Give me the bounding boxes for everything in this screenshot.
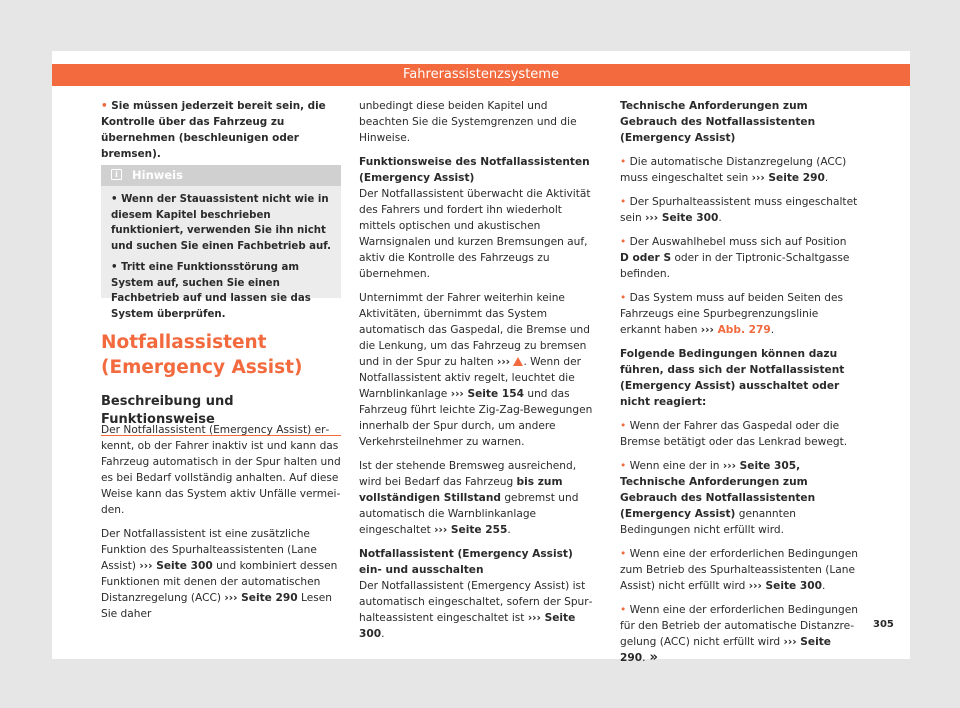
bullet-item: • Der Spurhalteassistent muss eingeschaltet sein ››› Seite 300. — [620, 196, 858, 224]
subheading: Technische Anforderungen zum Gebrauch des Notfallassistenten (Emergency Assist) — [620, 100, 816, 144]
page-header: Fahrerassistenzsysteme — [52, 64, 910, 86]
paragraph: Der Notfallassistent ist eine zusätzliche Funktion des Spurhalteassistenten (Lane Assist) ››› Seite 300 und kombiniert dessen Funktionen mit denen der automatischen Distanzregelung (ACC) ››› Seite 290 Lesen Sie daher — [101, 528, 338, 620]
page-link[interactable]: ››› Seite 290 — [620, 636, 831, 664]
bullet-icon: • — [620, 548, 627, 560]
hinweis-item: Wenn der Stauassistent nicht wie in diesem Kapitel beschrieben funktioniert, verwenden Sie ihn nicht und suchen Sie einen Fachbetrieb auf. — [111, 194, 332, 252]
hinweis-box — [101, 165, 341, 320]
hinweis-item: Tritt eine Funktionsstörung am System auf, suchen Sie einen Fachbetrieb auf und lassen sie das System überprüfen. — [111, 262, 311, 320]
page-link[interactable]: ››› Seite 300 — [748, 580, 823, 592]
warning-text — [101, 98, 341, 162]
bullet-item: • Der Auswahlhebel muss sich auf Position D oder S oder in der Tiptronic-Schaltgasse befinden. — [620, 236, 850, 280]
arrow-link[interactable]: ››› — [700, 324, 714, 336]
bullet-icon: • — [101, 100, 108, 112]
bullet-icon: • — [111, 262, 118, 273]
info-icon: i — [111, 169, 122, 180]
warning-body: Sie müssen jederzeit bereit sein, die Kontrolle über das Fahrzeug zu übernehmen (beschleunigen oder bremsen). — [101, 100, 326, 160]
page-link[interactable]: ››› Seite 255 — [434, 524, 508, 536]
bullet-icon: • — [620, 236, 627, 248]
bullet-icon: • — [620, 156, 627, 168]
page-link[interactable]: ››› Seite 300 — [359, 612, 576, 640]
column-3 — [620, 98, 858, 674]
paragraph: Unternimmt der Fahrer weiterhin keine Aktivitäten, übernimmt das System automatisch das Gaspedal, die Bremse und die Lenkung, um das Fahrzeug zu bremsen und in der Spur zu halten ››› . Wenn der Notfallassistent aktiv regelt, leuchtet die Warnblinkanlage ››› Seite 154 und das Fahrzeug führt leichte Zig-Zag-Bewegungen innerhalb der Spur durch, um andere Verkehrsteilnehmer zu warnen. — [359, 292, 593, 448]
figure-link[interactable]: Abb. 279 — [713, 324, 771, 336]
page-link[interactable]: ››› Seite 290 — [751, 172, 825, 184]
column-2 — [359, 98, 599, 650]
hinweis-body — [101, 186, 341, 322]
page-number: 305 — [873, 619, 894, 630]
continue-arrow-icon: » — [649, 650, 658, 665]
bullet-icon: • — [620, 196, 627, 208]
subheading: Folgende Bedingungen können dazu führen, dass sich der Notfallassistent (Emergency Assist) ausschaltet oder nicht reagiert: — [620, 348, 845, 408]
bullet-item: • Wenn eine der erforderlichen Bedingungen zum Betrieb des Spurhalteassistenten (Lane Assist) nicht erfüllt wird ››› Seite 300. — [620, 548, 858, 592]
warning-triangle-icon — [513, 357, 523, 366]
bullet-item: • Wenn eine der in ››› Seite 305, Technische Anforderungen zum Gebrauch des Notfallassistenten (Emergency Assist) genannten Bedingungen nicht erfüllt wird. — [620, 460, 816, 536]
arrow-link[interactable]: ››› — [496, 356, 511, 368]
bullet-item: • Wenn eine der erforderlichen Bedingungen für den Betrieb der automatische Distanzregelung (ACC) nicht erfüllt wird ››› Seite 290. » — [620, 604, 858, 665]
bullet-item: • Die automatische Distanzregelung (ACC) muss eingeschaltet sein ››› Seite 290. — [620, 156, 847, 184]
bullet-icon: • — [620, 292, 627, 304]
page-link[interactable]: ››› Seite 154 — [450, 388, 524, 400]
paragraph: Der Notfallassistent überwacht die Aktivität des Fahrers und fordert ihn wiederholt mittels optischen und akustischen Warnsignalen und kurzen Bremsungen auf, aktiv die Kontrolle des Fahrzeugs zu übernehmen. — [359, 188, 591, 280]
paragraph: unbedingt diese beiden Kapitel und beachten Sie die Systemgrenzen und die Hinweise. — [359, 100, 577, 144]
bullet-icon: • — [620, 460, 627, 472]
subheading: Notfallassistent (Emergency Assist) ein- und ausschalten — [359, 548, 573, 576]
bullet-icon: • — [111, 194, 118, 205]
bullet-item: • Wenn der Fahrer das Gaspedal oder die Bremse betätigt oder das Lenkrad bewegt. — [620, 420, 848, 448]
section-title: Notfallassistent (Emergency Assist) — [101, 332, 303, 378]
subsection-title: Beschreibung und Funktionsweise — [101, 393, 341, 436]
page-link[interactable]: ››› Seite 300 — [139, 560, 213, 572]
bullet-icon: • — [620, 604, 627, 616]
subheading: Funktionsweise des Notfallassistenten (Emergency Assist) — [359, 156, 590, 184]
paragraph: Der Notfallassistent (Emergency Assist) erkennt, ob der Fahrer inaktiv ist und kann das Fahrzeug automatisch in der Spur halten und es bei Bedarf vollständig anhalten. Auf diese Weise kann das System aktiv Unfälle vermeiden. — [101, 424, 341, 516]
page-link[interactable]: ››› Seite 300 — [645, 212, 719, 224]
hinweis-title: Hinweis — [132, 168, 183, 182]
bullet-item: • Das System muss auf beiden Seiten des Fahrzeugs eine Spurbegrenzungslinie erkannt haben ››› Abb. 279. — [620, 292, 843, 336]
paragraph: Ist der stehende Bremsweg ausreichend, wird bei Bedarf das Fahrzeug bis zum vollständigen Stillstand gebremst und automatisch die Warnblinkanlage eingeschaltet ››› Seite 255. — [359, 460, 579, 536]
page-link[interactable]: ››› Seite 305, Technische Anforderungen zum Gebrauch des Notfallassistenten (Emergency Assist) — [620, 460, 816, 520]
hinweis-header — [101, 165, 341, 186]
page-link[interactable]: ››› Seite 290 — [224, 592, 298, 604]
paragraph: Der Notfallassistent (Emergency Assist) ist automatisch eingeschaltet, sofern der Spurhalteassistent eingeschaltet ist ››› Seite 300. — [359, 580, 593, 640]
bullet-icon: • — [620, 420, 627, 432]
